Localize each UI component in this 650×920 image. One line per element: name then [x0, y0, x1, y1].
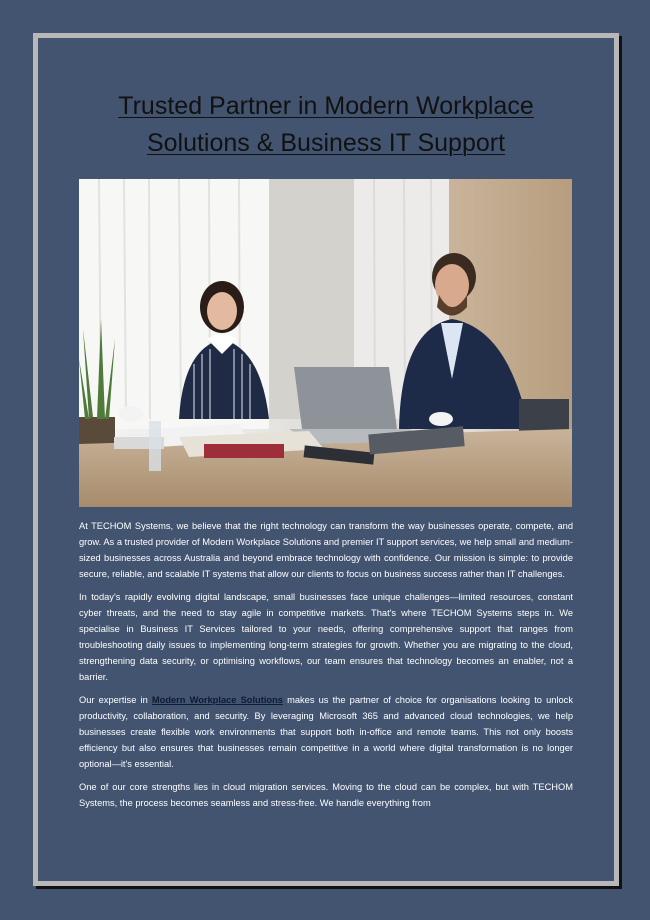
office-meeting-photo	[79, 179, 572, 507]
page-title	[38, 88, 614, 162]
paragraph-intro: At TECHOM Systems, we believe that the right technology can transform the way businesses operate, compete, and grow. As a trusted provider of Modern Workplace Solutions and premier IT support services, we help small and medium-sized businesses across Australia and beyond embrace technology with confidence. Our mission is simple: to provide secure, reliable, and scalable IT systems that allow our clients to focus on business success rather than IT challenges.	[79, 521, 573, 579]
paragraph-expertise-after: makes us the partner of choice for organisations looking to unlock productivity, collaboration, and security. By leveraging Microsoft 365 and advanced cloud technologies, we help businesses create flexible work environments that support both in-office and remote teams. This not only boosts efficiency but also ensures that businesses remain competitive in a world where digital transformation is no longer optional—it's essential.	[79, 695, 573, 769]
title-line-1: Trusted Partner in Modern Workplace	[118, 92, 534, 120]
paragraph-expertise	[79, 692, 573, 772]
article-body	[79, 518, 573, 818]
paragraph-expertise-before: Our expertise in	[79, 695, 152, 705]
paragraph-cloud-migration: One of our core strengths lies in cloud migration services. Moving to the cloud can be complex, but with TECHOM Systems, the process becomes seamless and stress-free. We handle everything from	[79, 782, 573, 808]
paragraph-challenges: In today's rapidly evolving digital landscape, small businesses face unique challenges—limited resources, constant cyber threats, and the need to stay agile in competitive markets. That's where TECHOM Systems steps in. We specialise in Business IT Services tailored to your needs, offering comprehensive support that ranges from troubleshooting daily issues to implementing long-term strategies for growth. Whether you are migrating to the cloud, strengthening data security, or optimising workflows, our team ensures that technology becomes an enabler, not a barrier.	[79, 592, 573, 682]
title-line-2: Solutions & Business IT Support	[146, 129, 506, 157]
modern-workplace-solutions-link[interactable]: Modern Workplace Solutions	[151, 695, 283, 705]
page-frame	[33, 33, 619, 886]
